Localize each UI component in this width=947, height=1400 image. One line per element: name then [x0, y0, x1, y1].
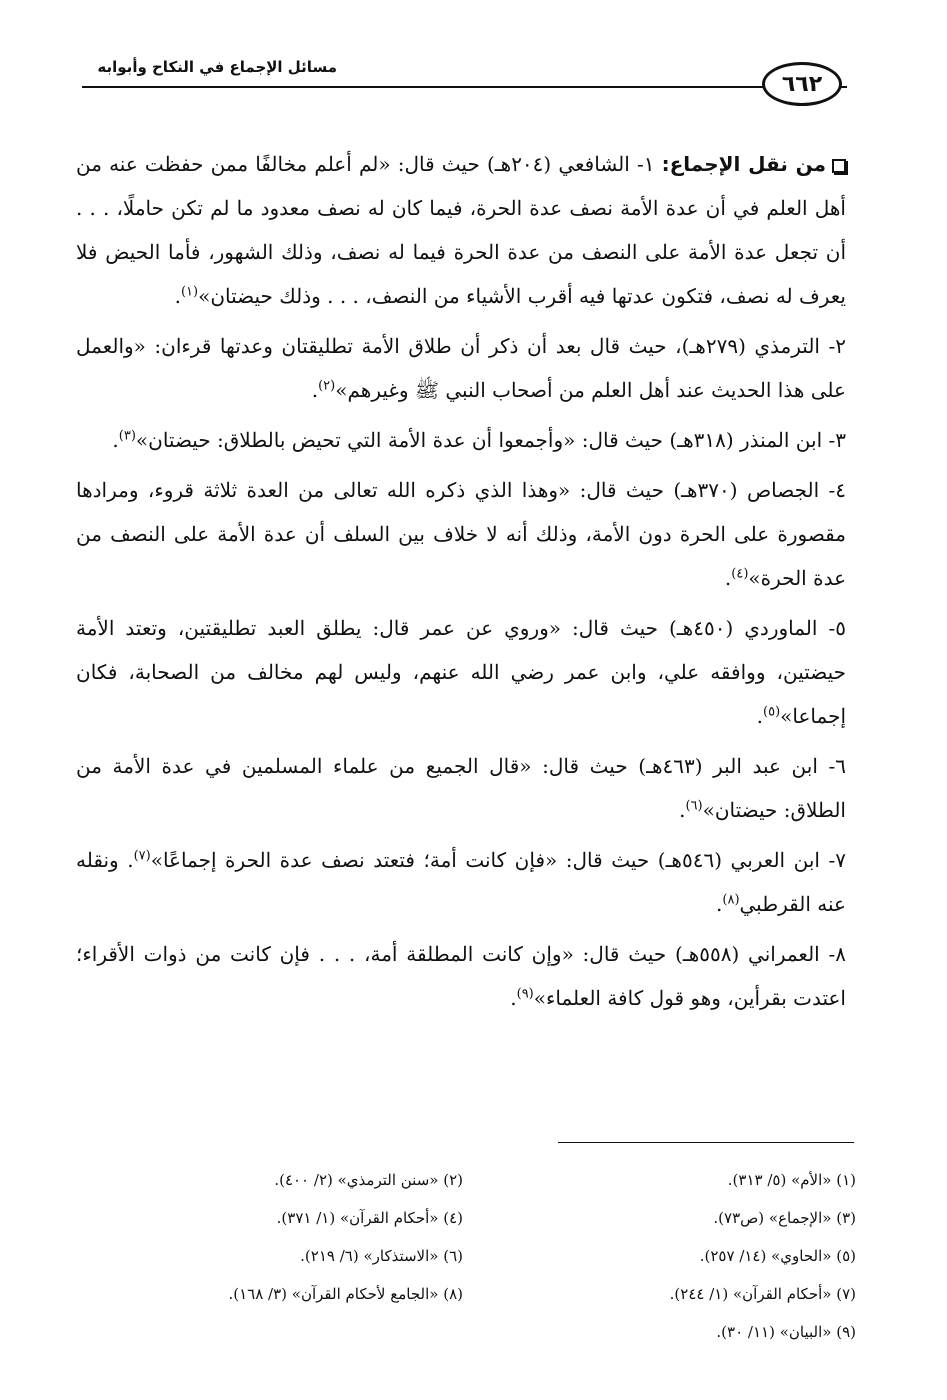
paragraph-end: . — [679, 798, 686, 822]
quote-paragraph — [76, 744, 846, 832]
square-bullet-icon — [832, 159, 846, 173]
section-lead-in: من نقل الإجماع: — [661, 152, 827, 176]
paragraph-text: ١- الشافعي (٢٠٤هـ) حيث قال: «لم أعلم مخالفًا ممن حفظت عنه من أهل العلم في أن عدة الأمة نصف عدة الحرة، فيما كان له نصف معدود ما لم تكن حاملًا، . . . أن تجعل عدة الأمة على النصف من عدة الحرة فيما له نصف، وذلك الشهور، فأما الحيض فلا يعرف له نصف، فتكون عدتها فيه أقرب الأشياء من النصف، . . . وذلك حيضتان» — [76, 152, 846, 308]
main-text — [76, 142, 846, 1026]
paragraph-text: ٢- الترمذي (٢٧٩هـ)، حيث قال بعد أن ذكر أن طلاق الأمة تطليقتان وعدتها قرءان: «والعمل على هذا الحديث عند أهل العلم من أصحاب النبي ﷺ وغيرهم» — [76, 334, 846, 402]
footnote: (١) «الأم» (٥/ ٣١٣). — [727, 1171, 856, 1189]
quote-paragraph — [76, 932, 846, 1020]
paragraph-text: ٣- ابن المنذر (٣١٨هـ) حيث قال: «وأجمعوا أن عدة الأمة التي تحيض بالطلاق: حيضتان» — [135, 428, 846, 452]
paragraph-mid: . ونقله عنه القرطبي — [76, 848, 846, 916]
footnote-ref: (٤) — [731, 566, 749, 582]
footnote-ref: (٩) — [516, 986, 534, 1002]
footnote: (٦) «الاستذكار» (٦/ ٢١٩). — [300, 1247, 463, 1265]
footnote: (٥) «الحاوي» (١٤/ ٢٥٧). — [699, 1247, 856, 1265]
running-title: مسائل الإجماع في النكاح وأبوابه — [97, 58, 337, 76]
quote-paragraph — [76, 418, 846, 462]
paragraph-end: . — [311, 378, 319, 402]
paragraph-end: . — [756, 704, 764, 728]
footnote: (٧) «أحكام القرآن» (١/ ٢٤٤). — [669, 1285, 856, 1303]
footnote-ref: (٣) — [118, 428, 136, 444]
paragraph-end: . — [174, 284, 181, 308]
footnote-ref: (٥) — [763, 704, 781, 720]
footnote: (٢) «سنن الترمذي» (٢/ ٤٠٠). — [274, 1171, 463, 1189]
paragraph-text: ٧- ابن العربي (٥٤٦هـ) حيث قال: «فإن كانت أمة؛ فتعتد نصف عدة الحرة إجماعًا» — [150, 848, 846, 872]
paragraph-end: . — [716, 892, 723, 916]
header-rule — [82, 86, 847, 88]
footnote-ref: (٨) — [722, 892, 740, 908]
paragraph-text: ٦- ابن عبد البر (٤٦٣هـ) حيث قال: «قال الجميع من علماء المسلمين في عدة الأمة من الطلاق: حيضتان» — [76, 754, 846, 822]
footnote-ref: (٦) — [685, 798, 703, 814]
footnote: (٩) «البيان» (١١/ ٣٠). — [716, 1323, 856, 1341]
quote-paragraph — [76, 606, 846, 738]
footnote: (٨) «الجامع لأحكام القرآن» (٣/ ١٦٨). — [228, 1285, 463, 1303]
paragraph-end: . — [724, 566, 732, 590]
paragraph-end: . — [510, 986, 517, 1010]
footnote-separator — [558, 1142, 854, 1143]
intro-paragraph — [76, 142, 846, 318]
footnote: (٣) «الإجماع» (ص٧٣). — [713, 1209, 856, 1227]
footnote-ref: (٧) — [133, 848, 151, 864]
page-number: ٦٦٢ — [762, 62, 842, 106]
paragraph-end: . — [112, 428, 119, 452]
quote-paragraph — [76, 838, 846, 926]
footnote-ref: (١) — [180, 284, 199, 300]
footnotes — [90, 1164, 856, 1349]
footnote: (٤) «أحكام القرآن» (١/ ٣٧١). — [276, 1209, 463, 1227]
paragraph-text: ٥- الماوردي (٤٥٠هـ) حيث قال: «وروي عن عمر قال: يطلق العبد تطليقتين، وتعتد الأمة حيضتين، ووافقه علي، وابن عمر رضي الله عنهم، وليس لهم مخالف من الصحابة، فكان إجماعا» — [76, 616, 846, 728]
paragraph-text: ٤- الجصاص (٣٧٠هـ) حيث قال: «وهذا الذي ذكره الله تعالى من العدة ثلاثة قروء، ومرادها مقصورة على الحرة دون الأمة، وذلك أنه لا خلاف بين السلف أن عدة الأمة على النصف من عدة الحرة» — [76, 478, 847, 590]
quote-paragraph — [76, 324, 846, 412]
footnote-ref: (٢) — [318, 378, 336, 394]
paragraph-text: ٨- العمراني (٥٥٨هـ) حيث قال: «وإن كانت المطلقة أمة، . . . فإن كانت من ذوات الأقراء؛ اعتدت بقرأين، وهو قول كافة العلماء» — [76, 942, 846, 1010]
quote-paragraph — [76, 468, 846, 600]
